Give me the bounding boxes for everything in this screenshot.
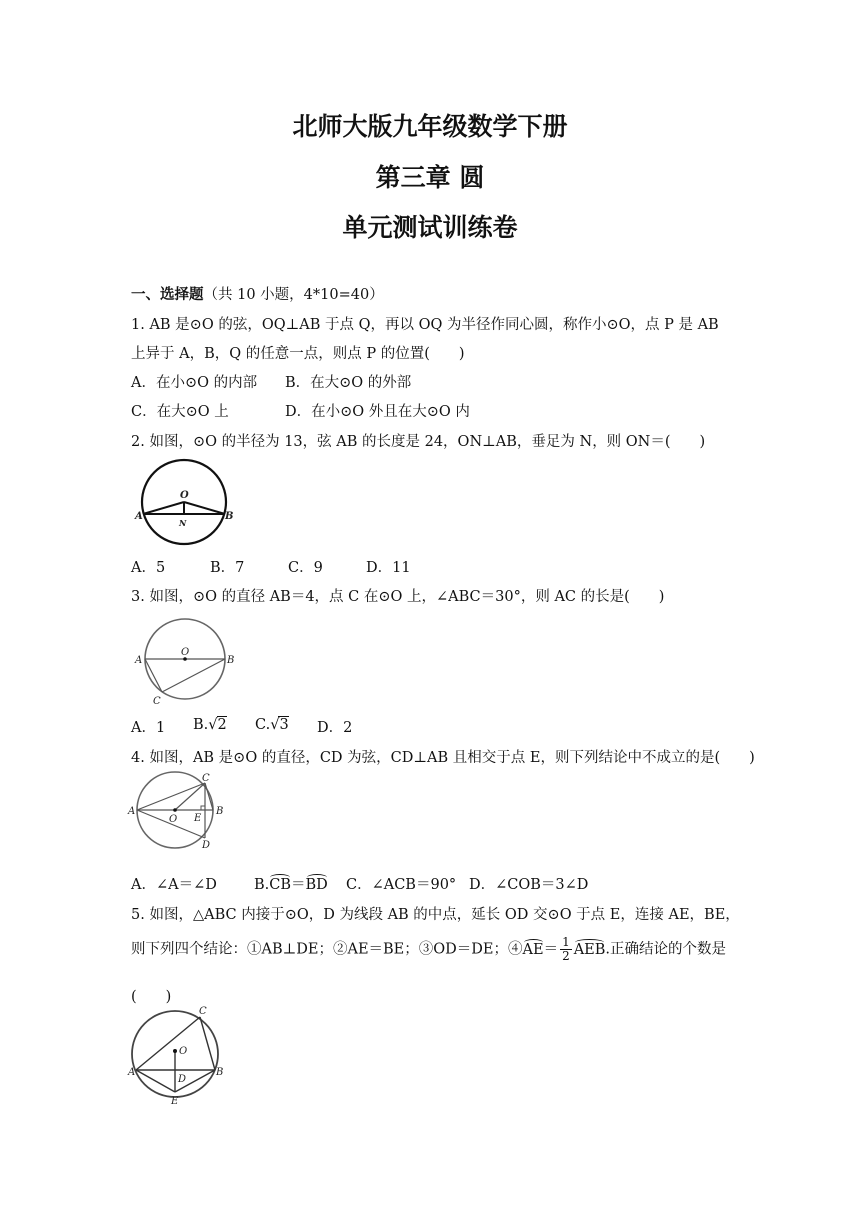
- q4-stem: 4. 如图，AB 是⊙O 的直径，CD 为弦，CD⊥AB 且相交于点 E，则下列结论中不成立的是( ): [131, 750, 755, 766]
- q5-label-a: A: [128, 1067, 136, 1078]
- q2-label-a: A: [135, 511, 143, 522]
- q1-option-c: C．在大⊙O 上: [131, 404, 229, 420]
- q3-chord-bc: [162, 659, 225, 692]
- q1-option-a: A．在小⊙O 的内部: [131, 375, 258, 391]
- q1-option-b: B．在大⊙O 的外部: [285, 375, 412, 391]
- q3-option-b-radicand: 2: [217, 717, 227, 733]
- q2-option-b: B．7: [210, 560, 245, 576]
- q1-stem-line1: 1. AB 是⊙O 的弦，OQ⊥AB 于点 Q，再以 OQ 为半径作同心圆，称作小⊙O，点 P 是 AB: [131, 317, 719, 333]
- q2-label-o: O: [180, 490, 189, 501]
- q3-option-b: B.√2: [193, 717, 227, 733]
- q5-stem-line2: 则下列四个结论：①AB⊥DE；②AE＝BE；③OD＝DE；④AE＝ $\frac{1}{2}$ AEB.正确结论的个数是: [131, 935, 727, 963]
- q3-label-b: B: [227, 655, 235, 666]
- section-label: 一、选择题: [131, 287, 204, 303]
- q5-label-c: C: [199, 1006, 207, 1017]
- q5-label-b: B: [216, 1067, 224, 1078]
- q4-option-c: C．∠ACB＝90°: [346, 877, 457, 893]
- q4-segment-bc: [205, 783, 213, 810]
- q4-arc-bd: BD: [305, 877, 328, 893]
- q2-segment-oa: [143, 502, 184, 514]
- q5-label-d: D: [178, 1074, 187, 1085]
- q3-stem: 3. 如图，⊙O 的直径 AB＝4，点 C 在⊙O 上，∠ABC＝30°，则 AC 的长是( ): [131, 589, 665, 605]
- q4-label-b: B: [216, 806, 224, 817]
- q4-center-dot: [173, 808, 177, 812]
- q5-arc-aeb: AEB: [573, 941, 606, 958]
- q2-label-b: B: [225, 511, 234, 522]
- q3-label-c: C: [153, 696, 161, 707]
- q1-option-d: D．在小⊙O 外且在大⊙O 内: [285, 404, 470, 420]
- q4-label-e: E: [194, 813, 202, 824]
- q5-chord-ac: [136, 1017, 200, 1070]
- q4-label-a: A: [128, 806, 136, 817]
- q5-figure: [127, 1003, 237, 1108]
- q3-label-o: O: [181, 647, 190, 658]
- q3-chord-ac: [145, 659, 162, 692]
- q2-label-n: N: [179, 518, 187, 528]
- q4-figure: [127, 770, 237, 856]
- section-note: （共 10 小题，4*10=40）: [203, 287, 384, 303]
- q5-stem-line3: ( ): [131, 989, 172, 1005]
- q5-stem-line1: 5. 如图，△ABC 内接于⊙O，D 为线段 AB 的中点，延长 OD 交⊙O 于点 E，连接 AE，BE，: [131, 907, 740, 923]
- q3-option-c: C.√3: [255, 717, 289, 733]
- q3-option-a: A．1: [131, 720, 166, 736]
- q4-label-d: D: [202, 840, 211, 851]
- chapter-title: 第三章 圆: [375, 163, 485, 192]
- q2-option-a: A．5: [131, 560, 166, 576]
- q4-segment-ac: [137, 783, 205, 810]
- q2-figure: [133, 458, 243, 548]
- q2-option-c: C．9: [288, 560, 323, 576]
- section-heading: [131, 283, 384, 304]
- q5-center-dot: [173, 1049, 177, 1053]
- q3-figure: [133, 614, 243, 706]
- q2-segment-ob: [184, 502, 225, 514]
- q4-option-a: A．∠A＝∠D: [131, 877, 217, 893]
- q5-label-o: O: [179, 1046, 188, 1057]
- q4-arc-cb: CB: [269, 877, 292, 893]
- q2-stem: 2. 如图，⊙O 的半径为 13，弦 AB 的长度是 24，ON⊥AB，垂足为 N，则 ON＝( ): [131, 434, 706, 450]
- unit-test-title: 单元测试训练卷: [342, 213, 518, 242]
- q5-fraction-half: $\frac{1}{2}$: [562, 935, 570, 963]
- q4-label-c: C: [202, 773, 210, 784]
- q5-arc-ae: AE: [522, 941, 544, 958]
- q1-stem-line2: 上异于 A，B，Q 的任意一点，则点 P 的位置( ): [131, 346, 465, 362]
- q4-label-o: O: [169, 814, 178, 825]
- q4-option-b: B.CB＝BD: [254, 877, 328, 893]
- q3-option-d: D．2: [317, 720, 353, 736]
- q4-option-d: D．∠COB＝3∠D: [469, 877, 589, 893]
- doc-title: 北师大版九年级数学下册: [292, 112, 568, 141]
- q5-label-e: E: [171, 1096, 179, 1107]
- q2-option-d: D．11: [366, 560, 411, 576]
- q3-label-a: A: [135, 655, 143, 666]
- q3-option-c-radicand: 3: [279, 717, 289, 733]
